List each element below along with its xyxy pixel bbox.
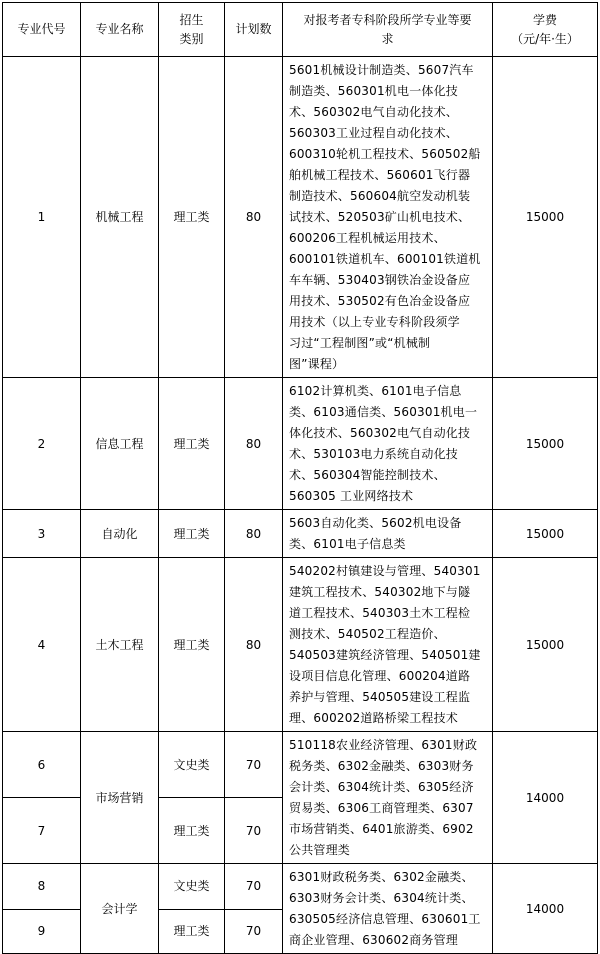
header-fee: 学费 （元/年·生） — [493, 3, 598, 57]
cell-code: 3 — [3, 510, 81, 558]
cell-name: 市场营销 — [81, 732, 159, 864]
requirement-line: 舶机械工程技术、560601飞行器 — [289, 168, 471, 182]
cell-plan: 80 — [225, 57, 283, 378]
cell-fee: 15000 — [493, 510, 598, 558]
requirement-line: 6102计算机类、6101电子信息 — [289, 384, 462, 398]
requirement-line: 术、560304智能控制技术、 — [289, 468, 446, 482]
requirement-line: 5603自动化类、5602机电设备 — [289, 516, 462, 530]
requirement-line: 公共管理类 — [289, 843, 351, 857]
requirement-line: 5601机械设计制造类、5607汽车 — [289, 63, 474, 77]
requirement-line: 理、600202道路桥梁工程技术 — [289, 711, 459, 725]
cell-requirement — [283, 732, 493, 864]
header-category: 招生 类别 — [159, 3, 225, 57]
cell-category: 文史类 — [159, 864, 225, 910]
table-row — [3, 732, 598, 798]
requirement-line: 设项目信息化管理、600204道路 — [289, 669, 471, 683]
requirement-line: 市场营销类、6401旅游类、6902 — [289, 822, 474, 836]
cell-name: 机械工程 — [81, 57, 159, 378]
requirement-line: 类、6101电子信息类 — [289, 537, 406, 551]
requirement-line: 商企业管理、630602商务管理 — [289, 933, 459, 947]
requirement-line: 6303财务会计类、6304统计类、 — [289, 891, 474, 905]
cell-category: 理工类 — [159, 510, 225, 558]
cell-plan: 80 — [225, 510, 283, 558]
requirement-line: 600206工程机械运用技术、 — [289, 231, 446, 245]
cell-fee: 14000 — [493, 864, 598, 954]
header-requirement: 对报考者专科阶段所学专业等要 求 — [283, 3, 493, 57]
cell-requirement — [283, 57, 493, 378]
cell-plan: 70 — [225, 732, 283, 798]
cell-plan: 70 — [225, 798, 283, 864]
cell-plan: 80 — [225, 378, 283, 510]
cell-requirement — [283, 558, 493, 732]
requirement-line: 图”课程） — [289, 357, 345, 371]
cell-category: 理工类 — [159, 798, 225, 864]
table-row — [3, 864, 598, 910]
cell-requirement — [283, 378, 493, 510]
requirement-line: 养护与管理、540505建设工程监 — [289, 690, 471, 704]
cell-category: 理工类 — [159, 558, 225, 732]
header-name: 专业名称 — [81, 3, 159, 57]
requirement-line: 试技术、520503矿山机电技术、 — [289, 210, 471, 224]
cell-name: 会计学 — [81, 864, 159, 954]
requirement-line: 630505经济信息管理、630601工 — [289, 912, 481, 926]
requirement-line: 制造类、560301机电一体化技 — [289, 84, 459, 98]
requirement-line: 560303工业过程自动化技术、 — [289, 126, 459, 140]
cell-name: 信息工程 — [81, 378, 159, 510]
cell-category: 理工类 — [159, 57, 225, 378]
requirement-line: 建筑工程技术、540302地下与隧 — [289, 585, 471, 599]
requirement-line: 600310轮机工程技术、560502船 — [289, 147, 481, 161]
requirement-line: 510118农业经济管理、6301财政 — [289, 738, 478, 752]
header-row — [3, 3, 598, 57]
requirement-line: 测技术、540502工程造价、 — [289, 627, 446, 641]
cell-plan: 70 — [225, 864, 283, 910]
requirement-line: 540503建筑经济管理、540501建 — [289, 648, 481, 662]
cell-fee: 15000 — [493, 558, 598, 732]
cell-category: 文史类 — [159, 732, 225, 798]
requirement-line: 560305 工业网络技术 — [289, 489, 414, 503]
cell-code: 7 — [3, 798, 81, 864]
cell-fee: 15000 — [493, 57, 598, 378]
cell-code: 9 — [3, 909, 81, 953]
cell-code: 2 — [3, 378, 81, 510]
table-row — [3, 510, 598, 558]
requirement-line: 税务类、6302金融类、6303财务 — [289, 759, 474, 773]
requirement-line: 540202村镇建设与管理、540301 — [289, 564, 481, 578]
header-plan: 计划数 — [225, 3, 283, 57]
requirement-line: 车车辆、530403钢铁冶金设备应 — [289, 273, 471, 287]
cell-requirement — [283, 864, 493, 954]
cell-category: 理工类 — [159, 909, 225, 953]
requirement-line: 术、560302电气自动化技术、 — [289, 105, 459, 119]
table-row — [3, 558, 598, 732]
cell-code: 4 — [3, 558, 81, 732]
requirement-line: 体化技术、560302电气自动化技 — [289, 426, 471, 440]
requirement-line: 类、6103通信类、560301机电一 — [289, 405, 478, 419]
cell-plan: 70 — [225, 909, 283, 953]
cell-name: 土木工程 — [81, 558, 159, 732]
requirement-line: 习过“工程制图”或“机械制 — [289, 336, 431, 350]
table-row — [3, 57, 598, 378]
cell-code: 6 — [3, 732, 81, 798]
cell-code: 8 — [3, 864, 81, 910]
requirement-line: 贸易类、6306工商管理类、6307 — [289, 801, 474, 815]
requirement-line: 6301财政税务类、6302金融类、 — [289, 870, 474, 884]
header-code: 专业代号 — [3, 3, 81, 57]
cell-fee: 15000 — [493, 378, 598, 510]
requirement-line: 术、530103电力系统自动化技 — [289, 447, 459, 461]
requirement-line: 600101铁道机车、600101铁道机 — [289, 252, 481, 266]
cell-code: 1 — [3, 57, 81, 378]
requirement-line: 会计类、6304统计类、6305经济 — [289, 780, 474, 794]
table-row — [3, 378, 598, 510]
major-table — [2, 2, 598, 954]
cell-name: 自动化 — [81, 510, 159, 558]
requirement-line: 道工程技术、540303土木工程检 — [289, 606, 471, 620]
cell-plan: 80 — [225, 558, 283, 732]
requirement-line: 用技术（以上专业专科阶段须学 — [289, 315, 460, 329]
cell-category: 理工类 — [159, 378, 225, 510]
requirement-line: 制造技术、560604航空发动机装 — [289, 189, 471, 203]
cell-fee: 14000 — [493, 732, 598, 864]
requirement-line: 用技术、530502有色冶金设备应 — [289, 294, 471, 308]
cell-requirement — [283, 510, 493, 558]
